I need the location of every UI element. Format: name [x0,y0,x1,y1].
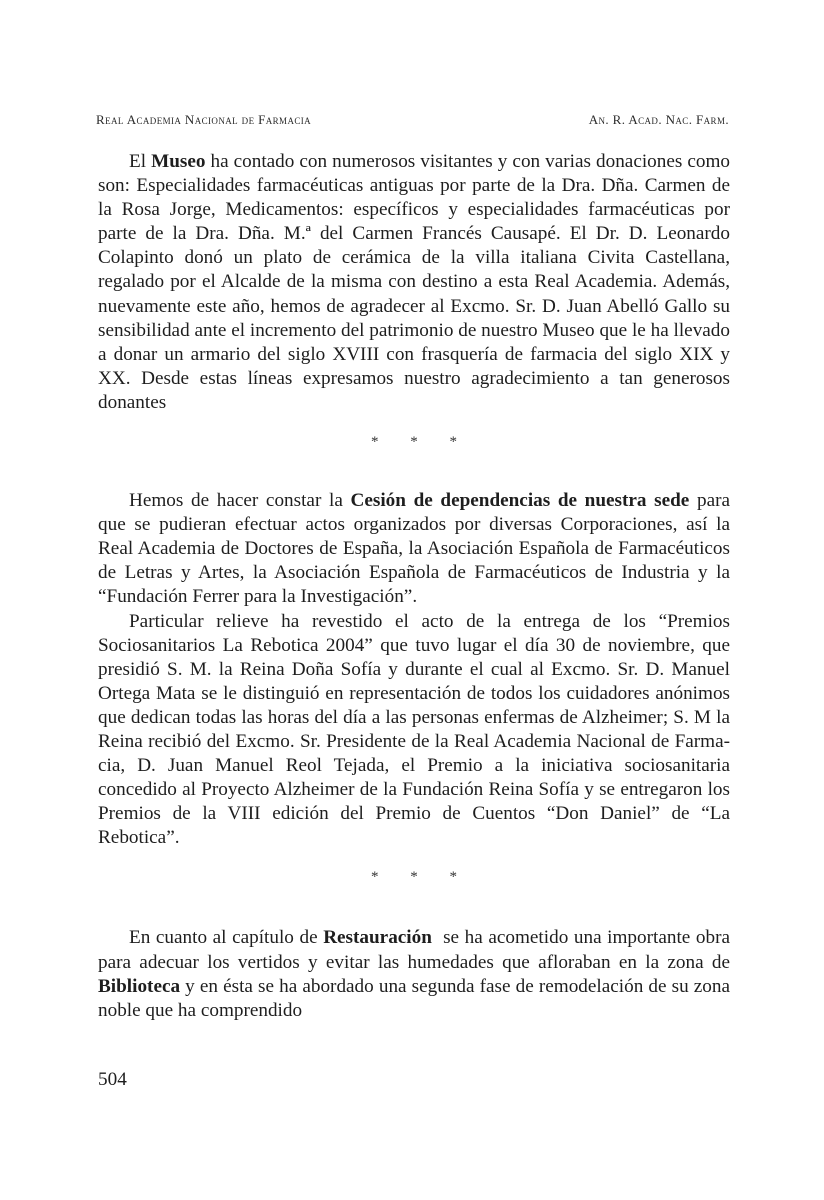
journal-abbreviation: An. R. Acad. Nac. Farm. [588,112,729,127]
journal-name: Real Academia Nacional de Farmacia [96,112,312,127]
paragraph-restauracion [98,926,735,1022]
bold-term-restauracion: Restauración [323,927,432,949]
paragraph-text: se ha acometido una importante obra para adecuar los vertidos y evitar las humedades que afloraban en la zona de [98,927,735,973]
paragraph-cesion [98,489,730,609]
bold-term-biblioteca: Biblioteca [98,975,181,997]
paragraph-text: ha contado con numerosos visitantes y con varias donaciones como son: Especialidades farmacéuticas antiguas por parte de la Dra. Dña. Carmen de la Rosa Jorge, Medicamentos: específicos y especialidades farmacéuticas por parte de la Dra. Dña. M.ª del Carmen Francés Causapé. El Dr. D. Leonardo Colapinto donó un plato de cerámica de la villa italiana Civita Castellana, regalado por el Alcalde de la misma con destino a esta Real Academia. Además, nuevamente este año, hemos de agradecer al Excmo. Sr. D. Juan Abelló Gallo su sensibilidad ante el incremento del patrimonio de nuestro Museo que le ha llevado a donar un armario del siglo XVIII con frasquería de farmacia del siglo XIX y XX. Desde estas líneas expresamos nuestro agradecimiento a tan generosos donantes [98,151,730,413]
paragraph-text: y en ésta se ha abordado una segunda fase de remodelación de su zona noble que ha comprendido [98,975,730,1021]
section-separator: * * * [371,869,471,886]
page-number: 504 [98,1069,127,1090]
section-separator: * * * [371,434,471,451]
bold-term-museo: Museo [151,151,206,172]
paragraph-text: El [129,151,152,172]
paragraph-text: En cuanto al capítulo de [129,927,324,949]
paragraph-text: Hemos de hacer constar la [129,490,351,512]
paragraph-museo [98,150,730,415]
body-text [98,150,735,1023]
bold-term-cesion: Cesión de dependencias de nuestra sede [350,490,690,512]
paragraph-premios: Particular relieve ha revestido el acto de la entrega de los “Premios Sociosanitarios La Rebotica 2004” que tuvo lugar el día 30 de noviembre, que presidió S. M. la Reina Doña Sofía y durante el cual al Excmo. Sr. D. Manuel Ortega Mata se le distinguió en representación de todos los cuidadores anónimos que dedican todas las horas del día a las personas enfermas de Alzheimer; S. M la Reina recibió del Excmo. Sr. Presidente de la Real Academia Nacional de Farmacia, D. Juan Manuel Reol Tejada, el Premio a la iniciativa sociosanitaria concedido al Proyecto Alzheimer de la Fundación Reina Sofía y se entregaron los Premios de la VIII edición del Premio de Cuentos “Don Daniel” de “La Rebotica”. [98,610,730,849]
paragraph-text: para que se pudieran efectuar actos organizados por diversas Corporaciones, así la Real Academia de Doctores de España, la Asociación Española de Farmacéuticos de Letras y Artes, la Asociación Española de Farmacéuticos de Industria y la “Fundación Ferrer para la Investigación”. [98,490,730,608]
